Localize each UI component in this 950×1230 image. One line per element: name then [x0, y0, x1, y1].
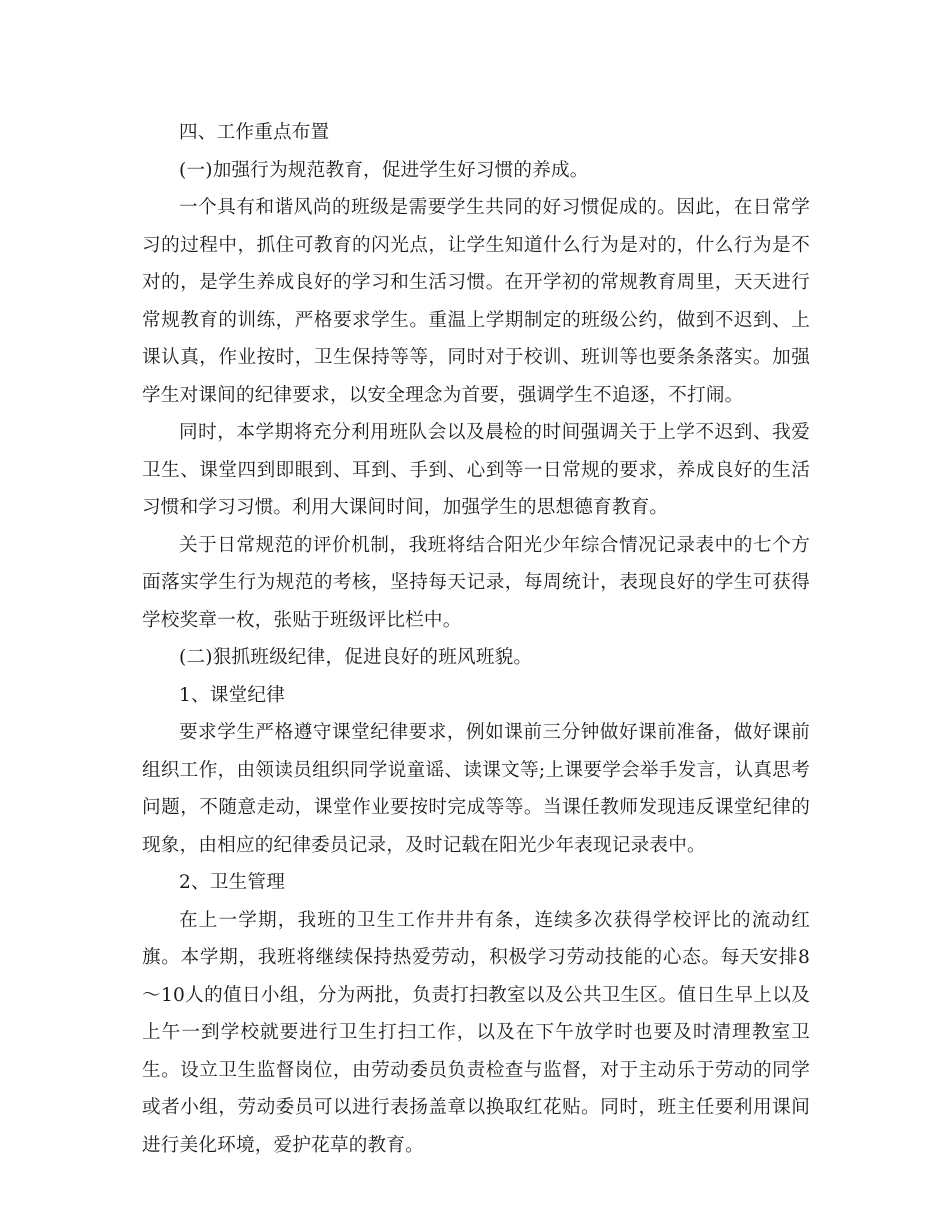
- subsection-heading-1: (一)加强行为规范教育，促进学生好习惯的养成。: [179, 159, 589, 181]
- item-heading-classroom-discipline: 1、课堂纪律: [179, 684, 285, 706]
- subsection-heading-2: (二)狠抓班级纪律，促进良好的班风班貌。: [179, 647, 533, 668]
- document-body: [142, 114, 810, 1164]
- section-heading: 四、工作重点布置: [179, 122, 330, 143]
- body-paragraph: 关于日常规范的评价机制，我班将结合阳光少年综合情况记录表中的七个方面落实学生行为规范的考核，坚持每天记录，每周统计，表现良好的学生可获得学校奖章一枚，张贴于班级评比栏中。: [142, 534, 810, 631]
- body-paragraph: 在上一学期，我班的卫生工作井井有条，连续多次获得学校评比的流动红旗。本学期，我班将继续保持热爱劳动，积极学习劳动技能的心态。每天安排8～10人的值日小组，分为两批，负责打扫教室以及公共卫生区。值日生早上以及上午一到学校就要进行卫生打扫工作，以及在下午放学时也要及时清理教室卫生。设立卫生监督岗位，由劳动委员负责检查与监督，对于主动乐于劳动的同学或者小组，劳动委员可以进行表扬盖章以换取红花贴。同时，班主任要利用课间进行美化环境，爱护花草的教育。: [142, 909, 810, 1156]
- item-heading-hygiene-management: 2、卫生管理: [179, 872, 285, 893]
- body-paragraph: 一个具有和谐风尚的班级是需要学生共同的好习惯促成的。因此，在日常学习的过程中，抓住可教育的闪光点，让学生知道什么行为是对的，什么行为是不对的，是学生养成良好的学习和生活习惯。在开学初的常规教育周里，天天进行常规教育的训练，严格要求学生。重温上学期制定的班级公约，做到不迟到、上课认真，作业按时，卫生保持等等，同时对于校训、班训等也要条条落实。加强学生对课间的纪律要求，以安全理念为首要，强调学生不追逐，不打闹。: [142, 197, 810, 406]
- body-paragraph: 同时，本学期将充分利用班队会以及晨检的时间强调关于上学不迟到、我爱卫生、课堂四到即眼到、耳到、手到、心到等一日常规的要求，养成良好的生活习惯和学习习惯。利用大课间时间，加强学生的思想德育教育。: [142, 422, 810, 518]
- body-paragraph: 要求学生严格遵守课堂纪律要求，例如课前三分钟做好课前准备，做好课前组织工作，由领读员组织同学说童谣、读课文等;上课要学会举手发言，认真思考问题，不随意走动，课堂作业要按时完成等等。当课任教师发现违反课堂纪律的现象，由相应的纪律委员记录，及时记载在阳光少年表现记录表中。: [142, 722, 810, 856]
